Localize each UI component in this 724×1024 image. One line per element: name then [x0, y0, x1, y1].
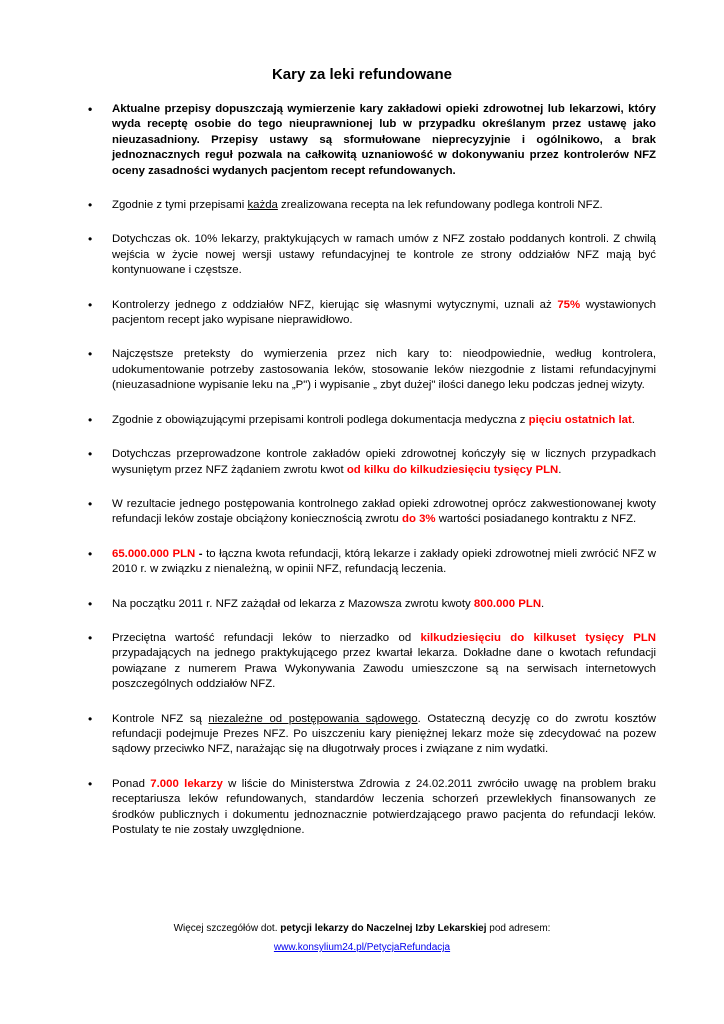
- footer-text: pod adresem:: [486, 923, 551, 934]
- list-item: [88, 232, 656, 278]
- list-item: [88, 712, 656, 758]
- item-text: Aktualne przepisy dopuszczają wymierzenie kary zakładowi opieki zdrowotnej lub lekarzowi, który wyda receptę osobie do tego nieuprawnionej lub w przypadku określanym przez ustawę jako nieuzasadniony. Przepisy ustawy są sformułowane nieprecyzyjnie i ogólnikowo, a brak jednoznacznych reguł pozwala na całkowitą uznaniowość w dokonywaniu przez kontrolerów NFZ oceny zasadności wydanych pacjentom recept refundowanych.: [112, 103, 656, 177]
- item-text: Dotychczas ok. 10% lekarzy, praktykujących w ramach umów z NFZ zostało poddanych kontroli. Z chwilą wejścia w życie nowej wersji ustawy refundacyjnej te kontrole ze strony oddziałów NFZ mają być kontynuowane i częstsze.: [112, 233, 656, 277]
- highlight-text: 7.000 lekarzy: [150, 777, 223, 790]
- item-text: Przeciętna wartość refundacji leków to nierzadko od: [112, 631, 421, 644]
- page-title: Kary za leki refundowane: [271, 66, 453, 83]
- item-text: przypadających na jednego praktykującego przez kwartał lekarza. Dokładne dane o kwotach refundacji powiązane z numerem Prawa Wykonywania Zawodu umieszczone są na serwisach internetowych poszczególnych oddziałów NFZ.: [112, 647, 656, 691]
- highlight-text: od kilku do kilkudziesięciu tysięcy PLN: [346, 463, 559, 476]
- highlight-text: 65.000.000 PLN: [112, 547, 196, 560]
- item-text: w liście do Ministerstwa Zdrowia z 24.02.2011 zwróciło uwagę na problem braku receptariusza leków refundowanych, standardów leczenia schorzeń przewlekłych finansowanych ze środków publicznych i dokumentu jednoznacznie potwierdzającego prawo pacjenta do refundacji leków. Postulaty te nie zostały uwzględnione.: [112, 777, 656, 836]
- list-item: [88, 497, 656, 528]
- list-item: [88, 413, 656, 428]
- list-item: [88, 198, 656, 213]
- item-text: Ponad: [112, 777, 151, 790]
- item-text: zrealizowana recepta na lek refundowany podlega kontroli NFZ.: [277, 199, 603, 212]
- footer-link-row: [0, 942, 724, 953]
- list-item: [88, 631, 656, 693]
- item-text: .: [631, 413, 635, 426]
- item-text: Dotychczas przeprowadzone kontrole zakładów opieki zdrowotnej kończyły się w licznych przypadkach wysuniętym przez NFZ żądaniem zwrotu kwot: [112, 448, 656, 476]
- item-text: .: [541, 597, 545, 610]
- footer-bold-text: petycji lekarzy do Naczelnej Izby Lekarskiej: [280, 923, 487, 934]
- highlight-text: 75%: [557, 298, 581, 311]
- list-item: [88, 597, 656, 612]
- item-text: Na początku 2011 r. NFZ zażądał od lekarza z Mazowsza zwrotu kwoty: [112, 597, 474, 610]
- list-item: [88, 102, 656, 179]
- item-text: .: [558, 463, 562, 476]
- underlined-text: niezależne od postępowania sądowego: [208, 712, 418, 725]
- item-text: to łączna kwota refundacji, którą lekarze i zakłady opieki zdrowotnej mieli zwrócić NFZ w 2010 r. w związku z nienależną, w opinii NFZ, refundacją leczenia.: [112, 547, 657, 576]
- item-text: W rezultacie jednego postępowania kontrolnego zakład opieki zdrowotnej oprócz zakwestionowanej kwoty refundacji leków zostaje obciążony koniecznością zwrotu: [112, 497, 656, 526]
- underlined-text: każda: [247, 199, 278, 212]
- list-item: [88, 298, 656, 329]
- item-text: Kontrole NFZ są: [112, 712, 209, 725]
- item-text: Zgodnie z obowiązującymi przepisami kontroli podlega dokumentacja medyczna z: [112, 413, 529, 426]
- highlight-text: kilkudziesięciu do kilkuset tysięcy PLN: [420, 631, 656, 644]
- list-item: [88, 447, 656, 478]
- item-text: wystawionych pacjentom recept jako wypisane nieprawidłowo.: [112, 298, 656, 327]
- item-text: Zgodnie z tymi przepisami: [112, 199, 248, 212]
- footer-note: [0, 923, 724, 934]
- list-item: [88, 547, 656, 578]
- petition-link[interactable]: www.konsylium24.pl/PetycjaRefundacja: [273, 942, 451, 953]
- item-text: . Ostateczną decyzję co do zwrotu kosztów refundacji podejmuje Prezes NFZ. Po uiszczeniu kary pieniężnej lekarz może się zdecydować na pozew sądowy przeciwko NFZ, narażając się na długotrwały proces i związane z nim wydatki.: [112, 712, 656, 756]
- footer-text: Więcej szczegółów dot.: [173, 923, 281, 934]
- item-text: wartości posiadanego kontraktu z NFZ.: [435, 513, 637, 526]
- highlight-text: pięciu ostatnich lat: [528, 413, 632, 426]
- list-item: [88, 347, 656, 393]
- item-text: -: [195, 547, 207, 560]
- list-item: [88, 777, 656, 839]
- item-text: Kontrolerzy jednego z oddziałów NFZ, kierując się własnymi wytycznymi, uznali aż: [112, 298, 558, 311]
- bullet-list: [88, 102, 656, 857]
- highlight-text: do 3%: [401, 513, 436, 526]
- highlight-text: 800.000 PLN: [473, 597, 542, 610]
- item-text: Najczęstsze preteksty do wymierzenia przez nich kary to: nieodpowiednie, według kontrolera, udokumentowanie potrzeby zastosowania leków, stosowanie leków niezgodnie z listami refundacyjnymi (nieuzasadnione wypisanie leku na „P") i wypisanie „ zbyt dużej" ilości danego leku podczas jednej wizyty.: [112, 348, 656, 392]
